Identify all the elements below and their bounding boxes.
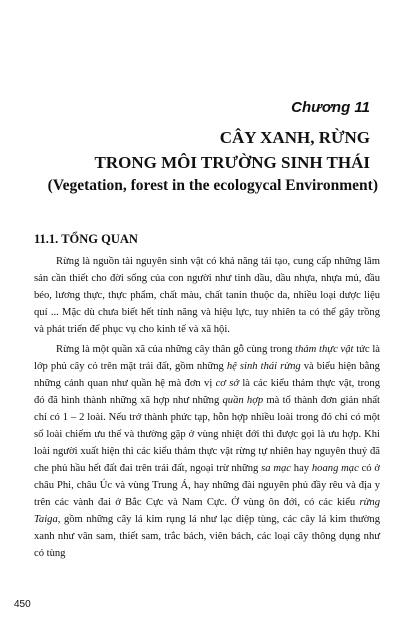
italic-term: hệ sinh thái rừng (226, 361, 301, 372)
text-segment: tức là lớp phủ cây cỏ trên mặt trái đất, gồm những (34, 344, 380, 372)
text-segment: Rừng là nguồn tài nguyên sinh vật có khả năng tái tạo, cung cấp những lâm sản cần thiết cho đời sống của con người như tinh dầu, dầu nhựa, nhựa mủ, đầu béo, lương thực, thực phẩm, chất màu, chất tanin thuộc da, nhiều loại dược liệu quí ... Mặc dù chưa biết hết tính năng và hiệu lực, tuy nhiên ta có thể gây trồng và phát triển để phục vụ cho kinh tế và xã hội. (34, 256, 380, 335)
section-heading: 11.1. TỔNG QUAN (34, 232, 138, 246)
italic-term: cơ sở (215, 378, 240, 389)
body-text (34, 253, 380, 565)
chapter-title-line-2: TRONG MÔI TRƯỜNG SINH THÁI (94, 153, 370, 172)
italic-term: quần hợp (222, 395, 264, 406)
text-segment: mà tổ thành đơn giản nhất chỉ có 1 – 2 loài. Nếu trở thành phức tạp, hỗn hợp nhiều loài trong đó chỉ có một số loài chiếm ưu thế và thường gặp ở vùng nhiệt đới thì được gọi là ưu hợp. Khi loài người xuất hiện thì các kiểu thảm thực vật rừng tự nhiên hay nguyên thuỷ đã che phủ hầu hết đất đai trên trái đất, ngoại trừ những (34, 395, 381, 474)
italic-term: hoang mạc (311, 463, 359, 474)
text-segment: , gồm những cây lá kim rụng lá như lạc diệp tùng, các cây lá kim thường xanh như vân sam, thiết sam, trắc bách, viên bách, các loại cây thông dụng như có tùng (34, 514, 380, 559)
italic-term: thảm thực vật (295, 344, 354, 355)
paragraph-1 (34, 253, 380, 338)
text-segment: và biểu hiện bằng những cảnh quan như quần hệ mà đơn vị (34, 361, 380, 389)
text-segment: hay (290, 463, 312, 474)
page-number: 450 (14, 599, 31, 610)
chapter-title-line-1: CÂY XANH, RỪNG (219, 128, 370, 147)
chapter-label: Chương 11 (291, 99, 370, 116)
text-segment: có ở châu Phi, châu Úc và vùng Trung Á, hay những đài nguyên phủ đầy rêu và địa y trên các vành đai ở Bắc Cực và Nam Cực. Ở vùng ôn đới, có các kiểu (34, 463, 381, 508)
text-segment: là các kiểu thảm thực vật, trong đó đã hình thành những xã hợp như những (34, 378, 381, 406)
italic-term: rừng Taiga (34, 497, 380, 525)
text-segment: Rừng là một quần xã của những cây thân gỗ cùng trong (56, 344, 296, 355)
chapter-title-english: (Vegetation, forest in the ecologycal Environment) (47, 177, 378, 194)
italic-term: sa mạc (261, 463, 291, 474)
paragraph-2 (34, 341, 380, 562)
